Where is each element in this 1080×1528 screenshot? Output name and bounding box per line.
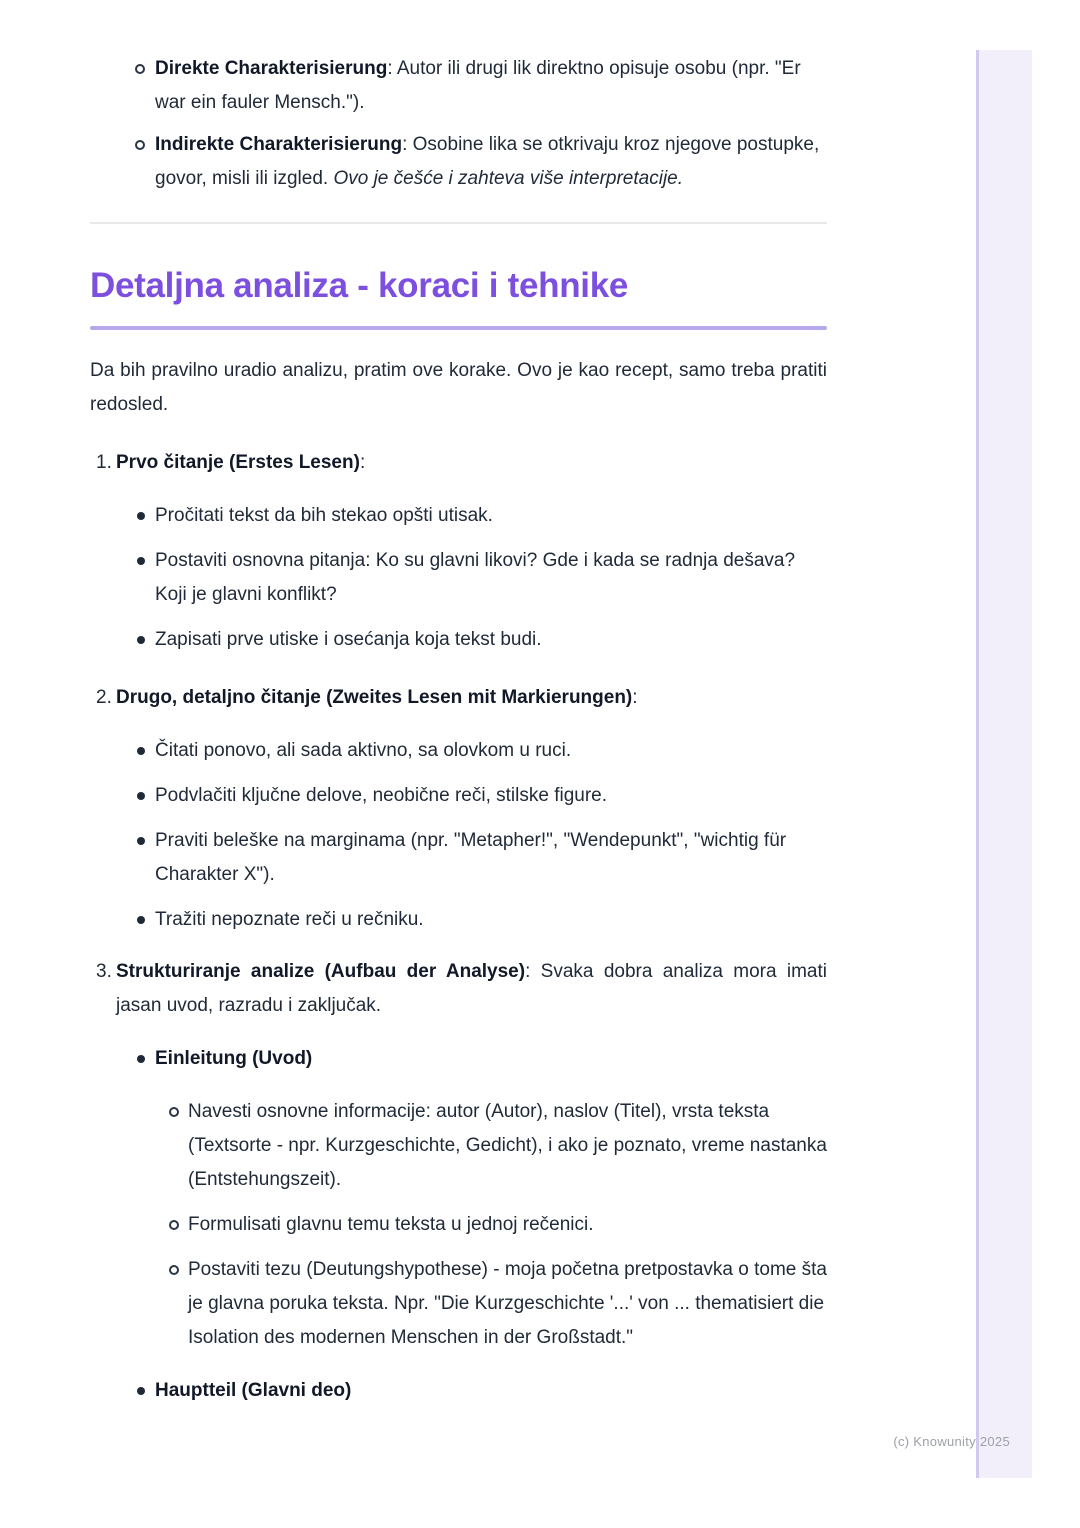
term-bold: Indirekte Charakterisierung xyxy=(155,134,403,155)
step-title-rest: : Svaka dobra analiza mora imati jasan uvod, razradu i zaključak. xyxy=(116,961,827,1016)
list-item: Čitati ponovo, ali sada aktivno, sa olovkom u ruci. xyxy=(116,734,827,768)
subsection-label-text: Einleitung (Uvod) xyxy=(155,1048,313,1069)
subsection-label-einleitung xyxy=(116,1042,827,1076)
numbered-step-1 xyxy=(90,446,827,657)
term-italic: Ovo je češće i zahteva više interpretacije. xyxy=(333,168,684,189)
step-number: 2. xyxy=(96,687,112,708)
term-bold: Direkte Charakterisierung xyxy=(155,58,388,79)
step-bullet-list xyxy=(116,734,827,937)
list-item: Navesti osnovne informacije: autor (Autor), naslov (Titel), vrsta teksta (Textsorte - npr. Kurzgeschichte, Gedicht), i ako je poznato, vreme nastanka (Entstehungszeit). xyxy=(116,1095,827,1197)
heading-underline xyxy=(90,326,827,330)
list-item: Praviti beleške na marginama (npr. "Metapher!", "Wendepunkt", "wichtig für Charakter X"). xyxy=(116,824,827,892)
step-title-bold: Strukturiranje analize (Aufbau der Analyse) xyxy=(116,961,526,982)
step-number: 1. xyxy=(96,452,112,473)
step-title-bold: Drugo, detaljno čitanje (Zweites Lesen mit Markierungen) xyxy=(116,687,633,708)
list-item: Pročitati tekst da bih stekao opšti utisak. xyxy=(116,499,827,533)
step-title xyxy=(116,446,827,480)
list-item: Tražiti nepoznate reči u rečniku. xyxy=(116,903,827,937)
numbered-step-3 xyxy=(90,955,827,1408)
subsection-label-text: Hauptteil (Glavni deo) xyxy=(155,1380,352,1401)
step-title-rest: : xyxy=(359,452,366,473)
document-content xyxy=(90,0,827,1408)
step-title-bold: Prvo čitanje (Erstes Lesen) xyxy=(116,452,360,473)
subsection-bullet-list xyxy=(116,1095,827,1355)
step-bullet-list xyxy=(116,499,827,657)
step-title xyxy=(116,681,827,715)
term-text: : Osobine lika se otkrivaju kroz njegove postupke, govor, misli ili izgled. xyxy=(155,134,820,189)
list-item: Zapisati prve utiske i osećanja koja tekst budi. xyxy=(116,623,827,657)
step-number: 3. xyxy=(96,961,112,982)
list-item: Postaviti tezu (Deutungshypothese) - moja početna pretpostavka o tome šta je glavna poruka teksta. Npr. "Die Kurzgeschichte '...' von ... thematisiert die Isolation des modernen Menschen in der Großstadt." xyxy=(116,1253,827,1355)
numbered-step-2 xyxy=(90,681,827,937)
copyright-note: (c) Knowunity 2025 xyxy=(893,1434,1010,1449)
list-item-indirekte xyxy=(90,128,827,196)
section-heading: Detaljna analiza - koraci i tehnike xyxy=(90,266,629,305)
term-text: : Autor ili drugi lik direktno opisuje osobu (npr. "Er war ein fauler Mensch."). xyxy=(155,58,801,113)
step-title xyxy=(116,955,827,1023)
characterization-list xyxy=(90,52,827,196)
intro-paragraph: Da bih pravilno uradio analizu, pratim ove korake. Ovo je kao recept, samo treba pratiti redosled. xyxy=(90,360,827,415)
step-body xyxy=(116,681,827,937)
section-divider xyxy=(90,222,827,224)
list-item: Formulisati glavnu temu teksta u jednoj rečenici. xyxy=(116,1208,827,1242)
list-item: Postaviti osnovna pitanja: Ko su glavni likovi? Gde i kada se radnja dešava? Koji je glavni konflikt? xyxy=(116,544,827,612)
step-body xyxy=(116,446,827,657)
list-item: Podvlačiti ključne delove, neobične reči, stilske figure. xyxy=(116,779,827,813)
step-title-rest: : xyxy=(632,687,638,708)
step-body xyxy=(116,955,827,1408)
subsection-label-hauptteil xyxy=(116,1374,827,1408)
page-margin-strip xyxy=(976,50,1032,1478)
list-item-direkte xyxy=(90,52,827,120)
